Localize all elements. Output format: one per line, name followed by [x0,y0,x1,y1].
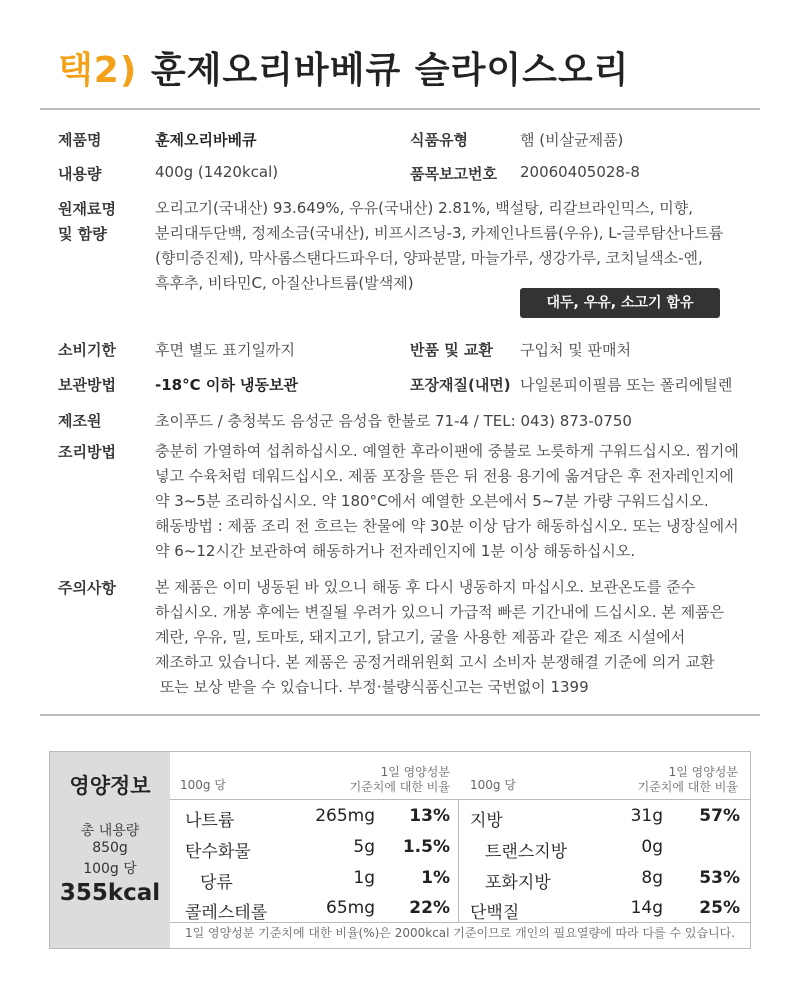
cooking-line: 넣고 수육처럼 데워드십시오. 제품 포장을 뜯은 뒤 전용 용기에 옮겨담은 후 전자레인지에 [155,467,734,485]
manufacturer-value: 초이푸드 / 충청북도 음성군 음성읍 한불로 71-4 / TEL: 043) 873-0750 [155,412,632,430]
nutrition-table [49,751,751,949]
nutrition-title: 영양정보 [69,774,151,798]
cooking-line: 충분히 가열하여 섭취하십시오. 예열한 후라이팬에 중불로 노릇하게 구워드십시오. 찜기에 [155,442,739,460]
nutrient-amount: 265mg [315,806,375,826]
header-dv-right-1: 1일 영양성분 [668,765,738,779]
caution-line: 계란, 우유, 밀, 토마토, 돼지고기, 닭고기, 굴을 사용한 제품과 같은 제조 시설에서 [155,628,686,646]
top-divider [40,108,760,110]
return-value: 구입처 및 판매처 [520,341,631,359]
nutrient-name: 당류 [200,873,233,893]
caution-line: 또는 보상 받을 수 있습니다. 부정·불량식품신고는 국번없이 1399 [155,678,589,696]
header-per-right: 100g 당 [470,778,516,792]
row-divider [170,799,750,800]
cooking-label: 조리방법 [58,443,116,461]
product-name-label: 제품명 [58,131,102,149]
cooking-line: 해동방법 : 제품 조리 전 흐르는 찬물에 약 30분 이상 담가 해동하십시오. 또는 냉장실에서 [155,517,739,535]
header-dv-left-1: 1일 영양성분 [380,765,450,779]
calories: 355kcal [59,880,161,906]
bottom-divider [40,714,760,716]
expiry-label: 소비기한 [58,341,116,359]
storage-label: 보관방법 [58,376,116,394]
nutrient-name: 포화지방 [485,873,551,893]
nutrient-amount: 1g [353,868,375,888]
caution-text [155,575,724,700]
ingredients-text [155,196,723,296]
report-no-label: 품목보고번호 [410,165,497,183]
content-value: 400g (1420kcal) [155,163,279,181]
caution-line: 본 제품은 이미 냉동된 바 있으니 해동 후 다시 냉동하지 마십시오. 보관온도를 준수 [155,578,696,596]
nutrient-name: 나트륨 [185,811,235,831]
ingredients-line: 흑후추, 비타민C, 아질산나트륨(발색제) [155,274,414,292]
nutrient-percent: 22% [409,898,450,918]
title-prefix: 택2) [58,50,138,91]
caution-line: 제조하고 있습니다. 본 제품은 공정거래위원회 고시 소비자 분쟁해결 기준에 의거 교환 [155,653,715,671]
total-label: 총 내용량 [80,823,140,839]
nutrient-amount: 14g [630,898,663,918]
nutrient-percent: 25% [699,898,740,918]
ingredients-line: 분리대두단백, 정제소금(국내산), 비프시즈닝-3, 카제인나트륨(우유), L-글루탐산나트륨 [155,224,724,242]
page-title [58,42,629,93]
nutrient-name: 탄수화물 [185,842,251,862]
ingredients-line: (향미증진제), 막사롬스탠다드파우더, 양파분말, 마늘가루, 생강가루, 코치닐색소-엔, [155,249,703,267]
report-no-value: 20060405028-8 [520,163,640,181]
per-amount: 100g 당 [83,861,137,877]
nutrient-amount: 31g [630,806,663,826]
return-label: 반품 및 교환 [410,341,493,359]
cooking-line: 약 3~5분 조리하십시오. 약 180°C에서 예열한 오븐에서 5~7분 가량 구워드십시오. [155,492,709,510]
header-dv-right-2: 기준치에 대한 비율 [637,780,738,794]
nutrient-name: 콜레스테롤 [185,903,268,923]
total-amount: 850g [92,840,128,856]
food-type-value: 햄 (비살균제품) [520,131,624,149]
nutrient-amount: 5g [353,837,375,857]
nutrient-percent: 53% [699,868,740,888]
nutrient-name: 단백질 [470,903,520,923]
nutrient-name: 트랜스지방 [485,842,568,862]
cooking-line: 약 6~12시간 보관하여 해동하거나 전자레인지에 1분 이상 해동하십시오. [155,542,636,560]
manufacturer-label: 제조원 [58,412,102,430]
nutrient-percent: 57% [699,806,740,826]
nutrient-percent: 1.5% [402,837,450,857]
header-per-left: 100g 당 [180,778,226,792]
allergen-badge: 대두, 우유, 소고기 함유 [520,288,720,318]
storage-value: -18°C 이하 냉동보관 [155,376,298,394]
packaging-value: 나일론피이필름 또는 폴리에틸렌 [520,376,733,394]
nutrient-percent: 1% [421,868,450,888]
caution-label: 주의사항 [58,579,116,597]
ingredients-label-2: 및 함량 [58,225,107,243]
column-divider [458,800,459,922]
cooking-text [155,439,739,564]
nutrient-amount: 0g [641,837,663,857]
ingredients-line: 오리고기(국내산) 93.649%, 우유(국내산) 2.81%, 백설탕, 리갈브라인믹스, 미향, [155,199,694,217]
expiry-value: 후면 별도 표기일까지 [155,341,295,359]
nutrition-footnote: 1일 영양성분 기준치에 대한 비율(%)은 2000kcal 기준이므로 개인의 필요열량에 따라 다를 수 있습니다. [184,926,736,940]
food-type-label: 식품유형 [410,131,468,149]
nutrition-summary [50,752,170,948]
content-label: 내용량 [58,165,102,183]
caution-line: 하십시오. 개봉 후에는 변질될 우려가 있으니 가급적 빠른 기간내에 드십시오. 본 제품은 [155,603,725,621]
header-dv-left-2: 기준치에 대한 비율 [349,780,450,794]
nutrient-name: 지방 [470,811,503,831]
nutrient-amount: 8g [641,868,663,888]
product-title: 훈제오리바베큐 슬라이스오리 [150,50,630,91]
nutrient-percent: 13% [409,806,450,826]
ingredients-label: 원재료명 [58,200,116,218]
packaging-label: 포장재질(내면) [410,376,511,394]
nutrient-amount: 65mg [326,898,375,918]
product-name-value: 훈제오리바베큐 [155,131,257,149]
